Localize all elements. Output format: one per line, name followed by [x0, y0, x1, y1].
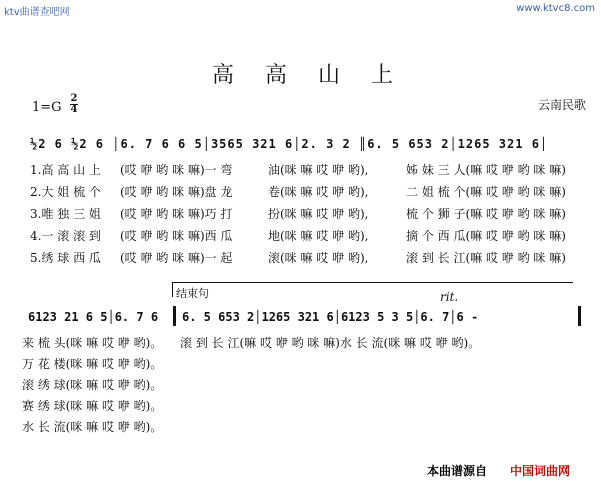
ending-row — [22, 418, 592, 439]
notation-line-1: ½2 6 ½2 6 │6. 7 6 6 5│3565 321 6│2. 3 2 ║6. 5 653 2│1265 321 6│ — [30, 137, 549, 151]
verse-2-a: 2.大 姐 梳 个 — [30, 185, 101, 199]
verse-5-d: 滚 到 长 江(嘛 哎 咿 哟 咪 嘛) — [406, 251, 566, 265]
ending-1-a: 来 梳 头(咪 嘛 哎 咿 哟)。 — [22, 336, 163, 350]
verse-2-d: 二 姐 梳 个(嘛 哎 咿 哟 咪 嘛) — [406, 185, 566, 199]
time-sig-top: 2 — [70, 93, 78, 104]
verse-4-b: (哎 咿 哟 咪 嘛)西 瓜 — [120, 229, 233, 243]
ending-row — [22, 376, 592, 397]
verse-1-c: 油(咪 嘛 哎 咿 哟), — [268, 163, 369, 177]
verse-5-c: 滚(咪 嘛 哎 咿 哟), — [268, 251, 369, 265]
notation-line-2b: 6. 5 653 2│1265 321 6│6123 5 3 5│6. 7│6 - — [182, 310, 479, 324]
final-barline — [578, 306, 581, 326]
ending-label: 结束句 — [176, 287, 209, 300]
verse-row — [30, 161, 590, 183]
endings-block — [22, 334, 592, 439]
verse-4-a: 4.一 滚 滚 到 — [30, 229, 101, 243]
song-attribution: 云南民歌 — [538, 98, 587, 112]
verse-3-a: 3.唯 独 三 姐 — [30, 207, 101, 221]
ending-bracket — [172, 282, 573, 297]
ending-row — [22, 334, 592, 355]
footer-source-label: 本曲谱源自 — [427, 464, 488, 478]
verses-block — [30, 161, 590, 271]
verse-3-c: 扮(咪 嘛 哎 咿 哟), — [268, 207, 369, 221]
ending-4-a: 赛 绣 球(咪 嘛 哎 咿 哟)。 — [22, 399, 163, 413]
verse-row — [30, 249, 590, 271]
ending-2-a: 万 花 楼(咪 嘛 哎 咿 哟)。 — [22, 357, 163, 371]
notation-line-2a: 6123 21 6 5│6. 7 6 — [28, 310, 159, 324]
verse-row — [30, 227, 590, 249]
ritardando-mark: rit. — [440, 290, 459, 304]
ending-row — [22, 397, 592, 418]
time-signature — [70, 94, 78, 115]
watermark-top-right: www.ktvc8.com — [516, 3, 595, 14]
verse-5-b: (哎 咿 哟 咪 嘛)一 起 — [120, 251, 233, 265]
verse-3-d: 梳 个 狮 子(嘛 哎 咿 哟 咪 嘛) — [406, 207, 566, 221]
verse-4-d: 摘 个 西 瓜(嘛 哎 咿 哟 咪 嘛) — [406, 229, 566, 243]
watermark-top-left: ktv曲谱查吧网 — [4, 7, 70, 18]
verse-3-b: (哎 咿 哟 咪 嘛)巧 打 — [120, 207, 233, 221]
verse-1-d: 姊 妹 三 人(嘛 哎 咿 哟 咪 嘛) — [406, 163, 566, 177]
verse-2-c: 卷(咪 嘛 哎 咿 哟), — [268, 185, 369, 199]
verse-2-b: (哎 咿 哟 咪 嘛)盘 龙 — [120, 185, 233, 199]
key-signature: 1=G — [32, 100, 62, 115]
verse-1-a: 1.高 高 山 上 — [30, 163, 101, 177]
footer-source-link[interactable]: 中国词曲网 — [510, 464, 571, 478]
ending-barline — [173, 306, 176, 326]
verse-row — [30, 205, 590, 227]
verse-5-a: 5.绣 球 西 瓜 — [30, 251, 101, 265]
song-title: 高 高 山 上 — [212, 63, 405, 88]
verse-1-b: (哎 咿 哟 咪 嘛)一 弯 — [120, 163, 233, 177]
ending-row — [22, 355, 592, 376]
ending-3-a: 滚 绣 球(咪 嘛 哎 咿 哟)。 — [22, 378, 163, 392]
verse-row — [30, 183, 590, 205]
time-sig-bottom: 4 — [70, 104, 78, 115]
verse-4-c: 地(咪 嘛 哎 咿 哟), — [268, 229, 369, 243]
ending-5-a: 水 长 流(咪 嘛 哎 咿 哟)。 — [22, 420, 163, 434]
ending-1-b: 滚 到 长 江(嘛 哎 咿 哟 咪 嘛)水 长 流(咪 嘛 哎 咿 哟)。 — [180, 336, 481, 350]
